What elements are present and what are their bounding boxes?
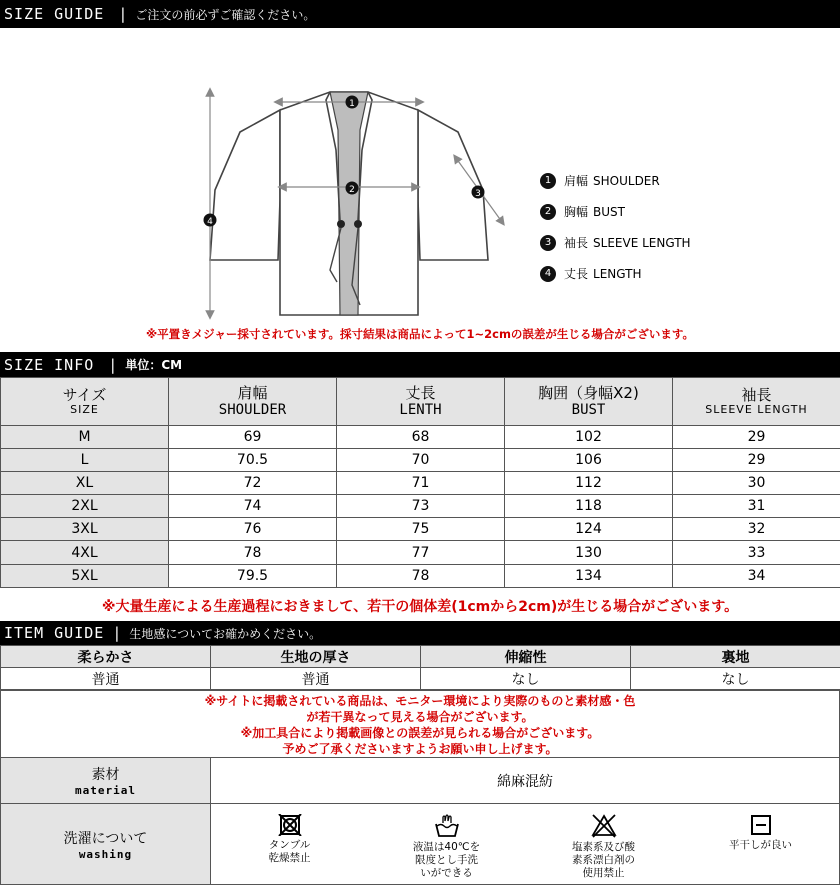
header-separator: |: [114, 624, 120, 642]
legend-item-shoulder: 1 肩幅 SHOULDER: [540, 165, 691, 196]
header-separator: |: [110, 355, 116, 374]
header-shoulder: 肩幅 SHOULDER: [169, 378, 337, 426]
legend-item-bust: 2 胸幅 BUST: [540, 196, 691, 227]
svg-text:2: 2: [349, 185, 355, 195]
header-size: サイズ SIZE: [1, 378, 169, 426]
button: [337, 220, 345, 228]
size-table: [0, 377, 840, 588]
item-guide-note: 生地感についてお確かめください。: [129, 626, 322, 641]
wash-no-bleach: 塩素系及び酸 素系漂白剤の 使用禁止: [525, 804, 682, 884]
value-stretch: なし: [421, 668, 631, 690]
value-thickness: 普通: [211, 668, 421, 690]
unit-label: 単位：CM: [125, 358, 183, 372]
size-guide-title: SIZE GUIDE: [4, 5, 105, 23]
legend-number: 4: [540, 266, 556, 282]
flat-dry-icon: [750, 814, 772, 836]
kimono-diagram: [190, 70, 520, 330]
size-guide-note: ご注文の前必ずご確認ください。: [135, 7, 316, 22]
fabric-table: [0, 645, 840, 690]
header-length: 丈長 LENTH: [337, 378, 505, 426]
no-tumble-dry-icon: [278, 814, 302, 836]
material-value: 綿麻混紡: [497, 773, 553, 790]
table-row: 4XL 78 77 130 33: [1, 541, 840, 564]
material-label: 素材 material: [1, 758, 211, 803]
header-softness: 柔らかさ: [1, 646, 211, 668]
wash-flat-dry: 平干しが良い: [682, 804, 839, 884]
right-sleeve: [418, 110, 488, 260]
table-row: L 70.5 70 106 29: [1, 449, 840, 472]
washing-label: 洗濯について washing: [1, 804, 211, 884]
header-bust: 胸囲（身幅X2) BUST: [505, 378, 673, 426]
measurement-legend: [540, 165, 691, 289]
legend-number: 3: [540, 235, 556, 251]
table-row: XL 72 71 112 30: [1, 472, 840, 495]
table-row: M 69 68 102 29: [1, 426, 840, 449]
size-guide-diagram: [0, 28, 840, 350]
header-sleeve: 袖長 SLEEVE LENGTH: [673, 378, 840, 426]
size-guide-header: [0, 0, 840, 28]
header-separator: |: [120, 5, 126, 23]
svg-text:3: 3: [475, 189, 481, 199]
hand-wash-icon: [434, 814, 460, 838]
left-sleeve: [210, 110, 280, 260]
material-row: [0, 758, 840, 804]
table-row: 5XL 79.5 78 134 34: [1, 564, 840, 587]
legend-item-length: 4 丈長 LENGTH: [540, 258, 691, 289]
legend-number: 1: [540, 173, 556, 189]
wash-hand-wash: 液温は40℃を 限度とし手洗 いができる: [368, 804, 525, 884]
size-variance-note: ※大量生産による生産過程におきまして、若干の個体差(1cmから2cm)が生じる場合がございます。: [101, 599, 739, 615]
size-info-title: SIZE INFO: [4, 355, 95, 374]
header-lining: 裏地: [631, 646, 840, 668]
svg-text:4: 4: [207, 217, 213, 227]
measurement-note: ※平置きメジャー採寸されています。採寸結果は商品によって1~2cmの誤差が生じる場合がございます。: [145, 327, 695, 341]
washing-row: [0, 804, 840, 885]
button: [354, 220, 362, 228]
header-thickness: 生地の厚さ: [211, 646, 421, 668]
table-row: 2XL 74 73 118 31: [1, 495, 840, 518]
svg-text:1: 1: [349, 99, 355, 109]
item-guide-header: [0, 621, 840, 645]
header-stretch: 伸縮性: [421, 646, 631, 668]
value-softness: 普通: [1, 668, 211, 690]
value-lining: なし: [631, 668, 840, 690]
wash-no-tumble-dry: タンブル 乾燥禁止: [211, 804, 368, 884]
size-info-header: [0, 352, 840, 377]
no-bleach-icon: [591, 814, 617, 838]
item-guide-title: ITEM GUIDE: [4, 624, 105, 642]
legend-item-sleeve: 3 袖長 SLEEVE LENGTH: [540, 227, 691, 258]
display-notice: ※サイトに掲載されている商品は、モニター環境により実際のものと素材感・色 が若干異なって見える場合がございます。 ※加工具合により掲載画像との誤差が見られる場合がございます。 予めご了承くださいますようお願い申し上げます。: [0, 690, 840, 758]
legend-number: 2: [540, 204, 556, 220]
table-row: 3XL 76 75 124 32: [1, 518, 840, 541]
